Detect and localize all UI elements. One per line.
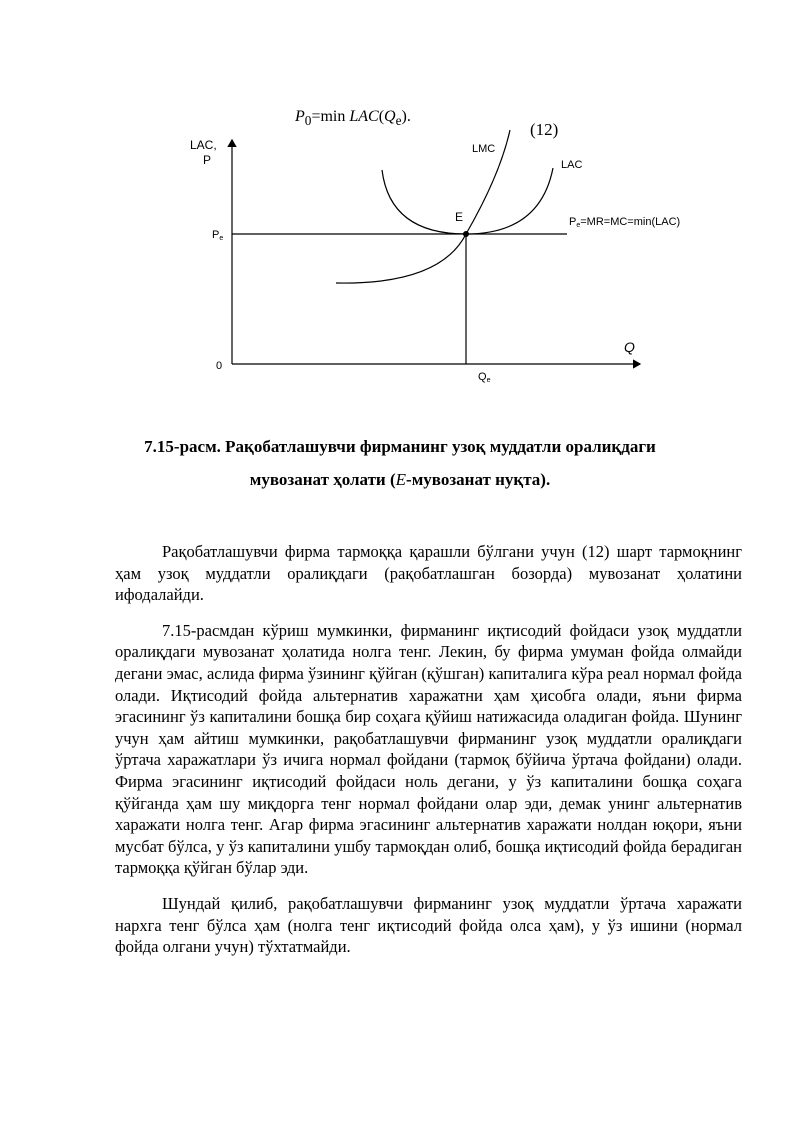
lmc-label: LMC bbox=[472, 143, 496, 155]
equilibrium-label: E bbox=[455, 210, 464, 224]
origin-label: 0 bbox=[216, 360, 223, 372]
lac-curve bbox=[382, 168, 553, 234]
figure-caption-line-2: мувозанат ҳолати (E-мувозанат нуқта). bbox=[249, 470, 551, 489]
paragraph: Рақобатлашувчи фирма тармоққа қарашли бўлгани учун (12) шарт тармоқнинг ҳам узоқ муддатли оралиқдаги (рақобатлашган бозорда) мувозанат ҳолатини ифодалайди. bbox=[115, 542, 742, 605]
y-axis-label-1: LAC, bbox=[190, 138, 217, 152]
equation-number: (12) bbox=[530, 120, 559, 139]
equilibrium-point bbox=[463, 231, 469, 237]
paragraph: 7.15-расмдан кўриш мумкинки, фирманинг иқтисодий фойдаси узоқ муддатли оралиқдаги мувозанат ҳолатида нолга тенг. Лекин, бу фирма умуман фойда олмайди дегани эмас, аслида фирма ўзининг қўйган (қўшган) капиталига кўра реал нормал фойда олади. Иқтисодий фойда альтернатив харажатни ҳам ҳисобга олади, яъни фирма эгасининг ўз капиталини бошқа бир соҳага қўйиш натижасида оладиган фойда. Шунинг учун ҳам айтиш мумкинки, рақобатлашувчи фирманинг узоқ муддатли оралиқдаги ўртача харажатлари ўз ичига нормал фойдани (тармоқ бўйича ўртача фойдани) олади. Фирма эгасининг иқтисодий фойдаси ноль дегани, у ўз капиталини бошқа соҳага қўйганда ҳам шу миқдорга тенг нормал фойдани олар эди, демак унинг альтернатив харажати нолга тенг. Агар фирма эгасининг альтернатив харажати нолдан юқори, яъни мусбат бўлса, у ўз капиталини ушбу тармоқдан олиб, бошқа иқтисодий фойда берадиган тармоққа қўйган бўлар эди. bbox=[115, 620, 742, 878]
figure-7-15 bbox=[0, 0, 800, 400]
x-axis-label: Q bbox=[624, 339, 635, 355]
price-line-label: Pe=MR=MC=min(LAC) bbox=[569, 216, 681, 229]
body-text bbox=[115, 541, 742, 972]
lac-label: LAC bbox=[561, 159, 583, 171]
y-axis-label-2: P bbox=[203, 153, 212, 167]
cost-curves-graph bbox=[0, 0, 800, 400]
paragraph: Шундай қилиб, рақобатлашувчи фирманинг узоқ муддатли ўртача харажати нархга тенг бўлса ҳам (нолга тенг иқтисодий фойда олса ҳам), у ўз ишини (нормал фойда олгани учун) тўхтатмайди. bbox=[115, 893, 742, 957]
quantity-axis-label: Qe bbox=[478, 371, 491, 384]
figure-caption-line-1: 7.15-расм. Рақобатлашувчи фирманинг узоқ муддатли оралиқдаги bbox=[144, 437, 656, 456]
price-axis-label: Pe bbox=[212, 229, 224, 242]
equilibrium-formula: $P_0=\min$ $LAC(Q_e)$. bbox=[295, 108, 411, 129]
